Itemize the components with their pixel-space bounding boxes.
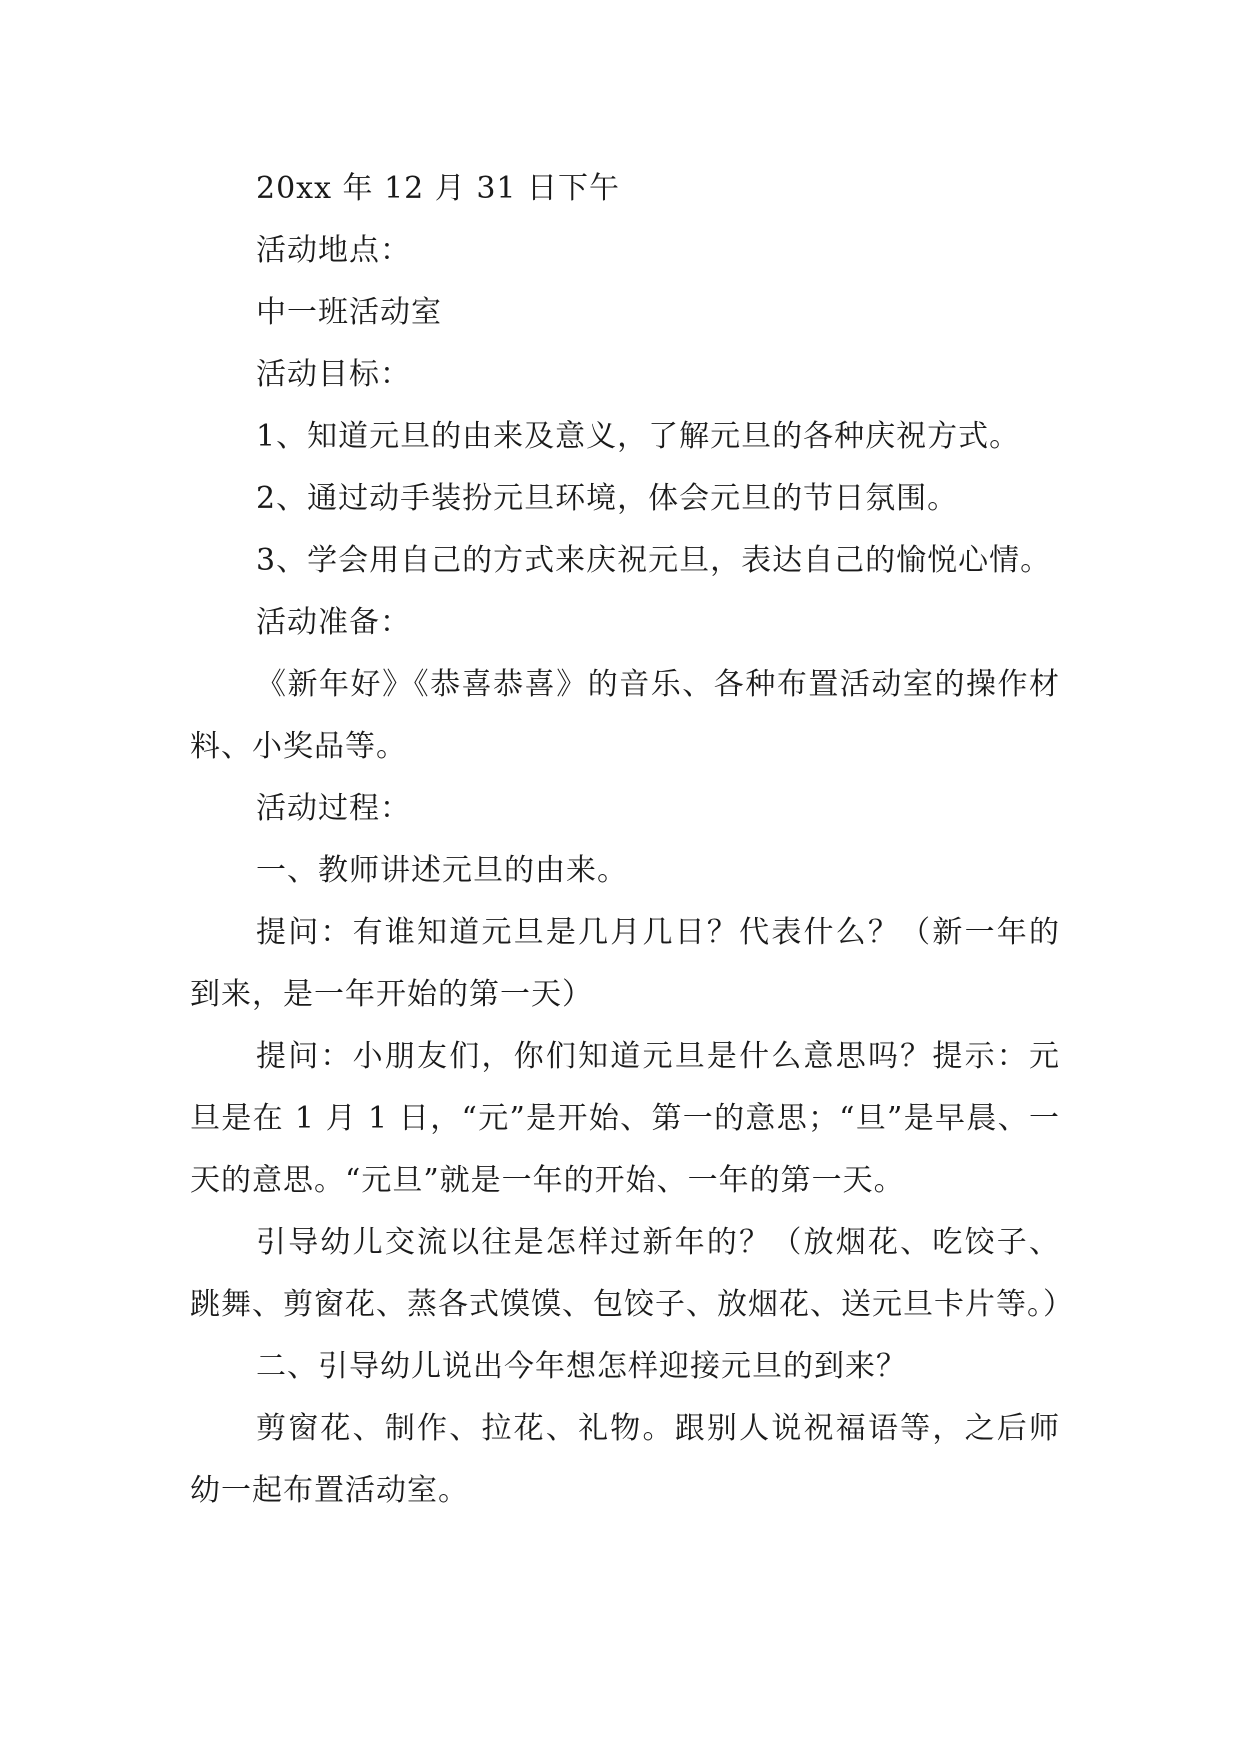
- question-paragraph-2: 提问：小朋友们，你们知道元旦是什么意思吗？提示：元旦是在 1 月 1 日，“元”是开始、第一的意思；“旦”是早晨、一天的意思。“元旦”就是一年的开始、一年的第一天。: [190, 1039, 1060, 1198]
- question-paragraph-1: 提问：有谁知道元旦是几月几日？代表什么？（新一年的到来，是一年开始的第一天）: [190, 915, 1060, 1012]
- process-heading: 活动过程：: [256, 791, 411, 826]
- goal-item-2: 2、通过动手装扮元旦环境，体会元旦的节日氛围。: [256, 481, 959, 516]
- location-heading: 活动地点：: [256, 233, 411, 268]
- goals-heading: 活动目标：: [256, 357, 411, 392]
- goal-item-1: 1、知道元旦的由来及意义，了解元旦的各种庆祝方式。: [256, 419, 1021, 454]
- goal-item-3: 3、学会用自己的方式来庆祝元旦，表达自己的愉悦心情。: [256, 543, 1052, 578]
- preparation-text: 《新年好》《恭喜恭喜》的音乐、各种布置活动室的操作材料、小奖品等。: [190, 667, 1060, 764]
- discussion-paragraph: 引导幼儿交流以往是怎样过新年的？（放烟花、吃饺子、跳舞、剪窗花、蒸各式馍馍、包饺子、放烟花、送元旦卡片等。）: [190, 1225, 1074, 1322]
- activity-paragraph: 剪窗花、制作、拉花、礼物。跟别人说祝福语等，之后师幼一起布置活动室。: [190, 1411, 1060, 1508]
- process-step-2: 二、引导幼儿说出今年想怎样迎接元旦的到来？: [256, 1349, 907, 1384]
- process-step-1: 一、教师讲述元旦的由来。: [256, 853, 628, 888]
- date-line: 20xx 年 12 月 31 日下午: [256, 171, 621, 206]
- preparation-heading: 活动准备：: [256, 605, 411, 640]
- location-text: 中一班活动室: [256, 295, 442, 330]
- document-body: [190, 158, 1074, 1522]
